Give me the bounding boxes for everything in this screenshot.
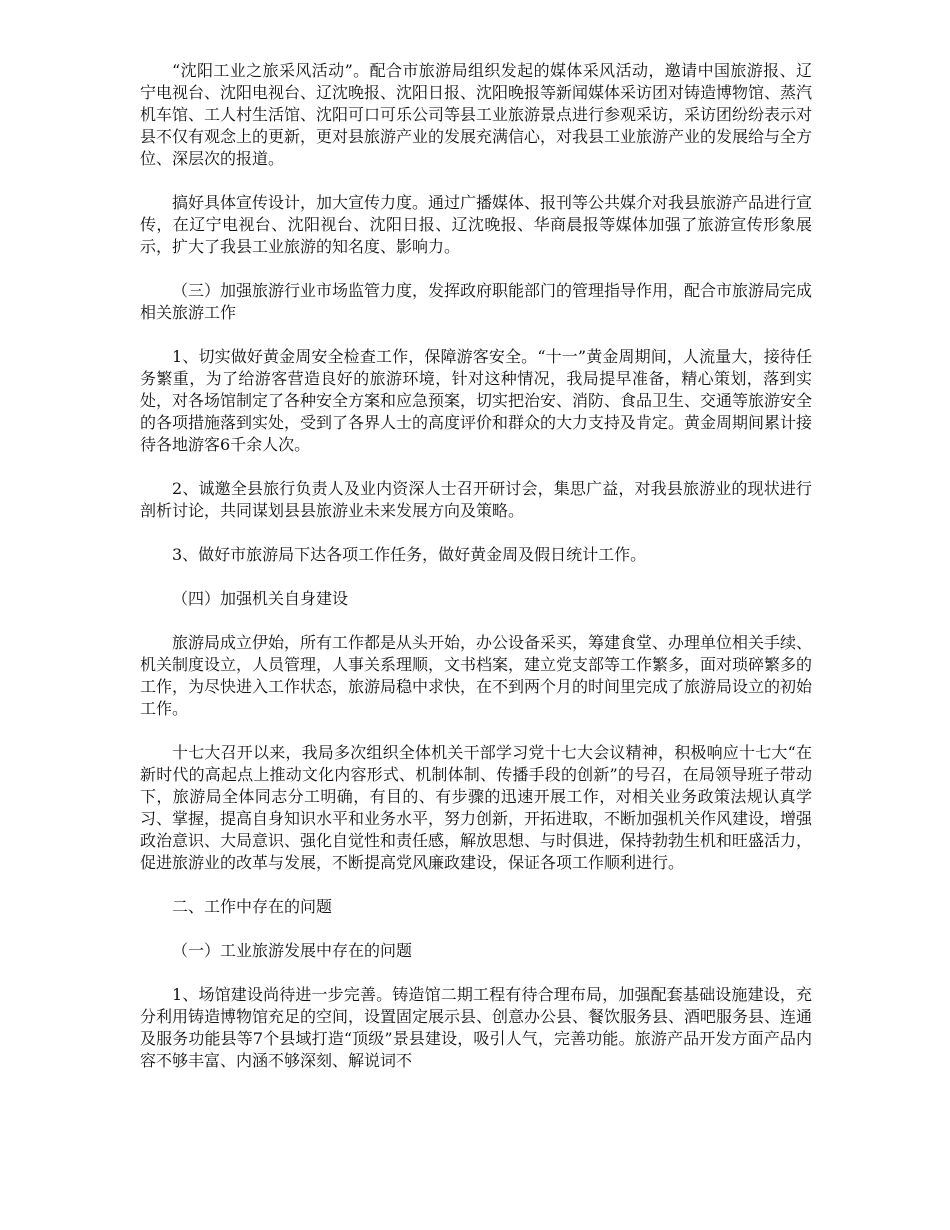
paragraph-item-1: 1、切实做好黄金周安全检查工作，保障游客安全。“十一”黄金周期间，人流量大，接待任务繁重，为了给游客营造良好的旅游环境，针对这种情况，我局提早准备，精心策划，落到实处，对各场馆制定了各种安全方案和应急预案，切实把治安、消防、食品卫生、交通等旅游安全的各项措施落到实处，受到了各界人士的高度评价和群众的大力支持及肯定。黄金周期间累计接待各地游客6千余人次。 <box>140 347 813 454</box>
paragraph-venue-construction: 1、场馆建设尚待进一步完善。铸造馆二期工程有待合理布局，加强配套基础设施建设，充分利用铸造博物馆充足的空间，设置固定展示县、创意办公县、餐饮服务县、酒吧服务县、连通及服务功能县等7个县域打造“顶级”景县建设，吸引人气，完善功能。旅游产品开发方面产品内容不够丰富、内涵不够深刻、解说词不 <box>140 985 813 1070</box>
paragraph-item-3: 3、做好市旅游局下达各项工作任务，做好黄金周及假日统计工作。 <box>172 545 647 564</box>
paragraph-item-2: 2、诚邀全县旅行负责人及业内资深人士召开研讨会，集思广益，对我县旅游业的现状进行剖析讨论，共同谋划县县旅游业未来发展方向及策略。 <box>140 479 812 520</box>
paragraph-congress-study: 十七大召开以来，我局多次组织全体机关干部学习党十七大会议精神，积极响应十七大“在新时代的高起点上推动文化内容形式、机制体制、传播手段的创新”的号召，在局领导班子带动下，旅游局全体同志分工明确，有目的、有步骤的迅速开展工作，对相关业务政策法规认真学习、掌握，提高自身知识水平和业务水平，努力创新，开拓进取，不断加强机关作风建设，增强政治意识、大局意识、强化自觉性和责任感，解放思想、与时俱进，保持勃勃生机和旺盛活力，促进旅游业的改革与发展，不断提高党风廉政建设，保证各项工作顺利进行。 <box>140 743 813 872</box>
paragraph-media-tour: “沈阳工业之旅采风活动”。配合市旅游局组织发起的媒体采风活动，邀请中国旅游报、辽宁电视台、沈阳电视台、辽沈晚报、沈阳日报、沈阳晚报等新闻媒体采访团对铸造博物馆、蒸汽机车馆、工人村生活馆、沈阳可口可乐公司等县工业旅游景点进行参观采访，采访团纷纷表示对县不仅有观念上的更新，更对县旅游产业的发展充满信心，对我县工业旅游产业的发展给与全方位、深层次的报道。 <box>140 61 813 168</box>
section-heading-4: （四）加强机关自身建设 <box>172 589 349 608</box>
section-heading-industrial-tourism: （一）工业旅游发展中存在的问题 <box>172 941 413 960</box>
section-heading-3: （三）加强旅游行业市场监管力度，发挥政府职能部门的管理指导作用，配合市旅游局完成相关旅游工作 <box>140 281 813 322</box>
document-page <box>140 60 812 1072</box>
chapter-heading-problems: 二、工作中存在的问题 <box>172 897 333 916</box>
paragraph-bureau-setup: 旅游局成立伊始，所有工作都是从头开始，办公设备采买，筹建食堂、办理单位相关手续、机关制度设立，人员管理，人事关系理顺，文书档案，建立党支部等工作繁多，面对琐碎繁多的工作，为尽快进入工作状态，旅游局稳中求快，在不到两个月的时间里完成了旅游局设立的初始工作。 <box>140 633 813 718</box>
paragraph-publicity: 搞好具体宣传设计，加大宣传力度。通过广播媒体、报刊等公共媒介对我县旅游产品进行宣传，在辽宁电视台、沈阳视台、沈阳日报、辽沈晚报、华商晨报等媒体加强了旅游宣传形象展示，扩大了我县工业旅游的知名度、影响力。 <box>140 193 813 256</box>
